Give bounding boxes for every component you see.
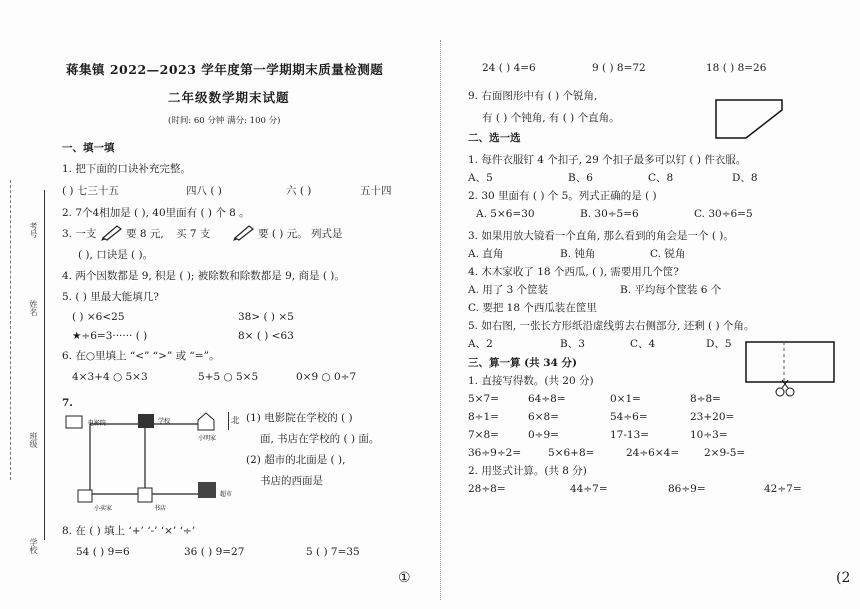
question-9: 9. 右面图形中有 ( ) 个锐角,: [468, 90, 598, 102]
question-2: 2. 7个4相加是 ( ), 40里面有 ( ) 个 8 。: [62, 207, 250, 219]
q5-item: ★÷6=3······ ( ): [72, 330, 148, 342]
choice-option: C. 要把 18 个西瓜装在筐里: [468, 302, 597, 314]
calc-item: 0×1=: [610, 393, 641, 405]
school-label: 学校: [29, 538, 38, 554]
name-label: 姓名: [29, 300, 38, 316]
question-6: 6. 在○里填上 “<” “>” 或 “=”。: [62, 350, 220, 362]
calc-item: 10÷3=: [690, 429, 728, 441]
exam-title: 蒋集镇 2022—2023 学年度第一学期期末质量检测题: [66, 62, 384, 77]
section-3-heading: 三、算一算 (共 34 分): [468, 357, 578, 369]
vertical-calc-item: 42÷7=: [764, 483, 802, 495]
vertical-calc-title: 2. 用竖式计算。(共 8 分): [468, 465, 587, 477]
choice-option: B. 钝角: [560, 248, 596, 260]
q1-item: 四八 ( ): [186, 185, 222, 197]
calc-item: 5×7=: [468, 393, 499, 405]
page-number-right: (2: [836, 570, 851, 586]
q5-item: 38> ( ) ×5: [238, 311, 294, 323]
q8-item: 18 ( ) 8=26: [706, 62, 767, 74]
q6-item: 0×9 ○ 0÷7: [296, 371, 357, 383]
q8-item: 5 ( ) 7=35: [306, 546, 360, 558]
question-1: 1. 把下面的口诀补充完整。: [62, 163, 191, 175]
exam-info: (时间: 60 分钟 满分: 100 分): [168, 116, 281, 126]
vertical-calc-item: 28÷8=: [468, 483, 506, 495]
north-label: 北: [231, 416, 240, 426]
choice-option: D、8: [732, 172, 758, 184]
shop-building-icon: [78, 490, 92, 502]
choice-option: A、5: [468, 172, 493, 184]
choice-option: A. 5×6=30: [476, 208, 535, 220]
section-2-heading: 二、选一选: [468, 132, 521, 144]
calc-item: 23+20=: [690, 411, 735, 423]
calc-item: 17-13=: [610, 429, 650, 441]
pen-icon: [100, 223, 124, 241]
q5-item: 8× ( ) <63: [238, 330, 294, 342]
town-map: [60, 410, 250, 520]
calc-item: 0÷9=: [528, 429, 559, 441]
calc-item: 54÷6=: [610, 411, 648, 423]
scissors-icon: [776, 388, 784, 396]
q7-text: (2) 超市的北面是 ( ),: [246, 454, 346, 466]
calc-item: 36÷9÷2=: [468, 447, 522, 459]
binding-line: [44, 190, 45, 540]
question-3-part: 要 8 元,: [126, 228, 164, 240]
calc-item: 7×8=: [468, 429, 499, 441]
house-icon: [198, 413, 214, 430]
q8-item: 36 ( ) 9=27: [184, 546, 245, 558]
choice-option: A、2: [468, 338, 493, 350]
fold-line: [10, 180, 11, 480]
question-3-line2: ( ), 口诀是 ( )。: [78, 249, 154, 261]
map-label: 学校: [158, 418, 171, 425]
question-3-part: 买 7 支: [176, 228, 211, 240]
choice-option: B、6: [568, 172, 593, 184]
choice-1: 1. 每件衣服钉 4 个扣子, 29 个扣子最多可以钉 ( ) 件衣服。: [468, 154, 747, 166]
question-4: 4. 两个因数都是 9, 积是 ( ); 被除数和除数都是 9, 商是 ( )。: [62, 270, 345, 282]
calc-title: 1. 直接写得数。(共 20 分): [468, 375, 594, 387]
question-3-part: 3. 一支: [62, 228, 97, 240]
choice-option: C、4: [630, 338, 656, 350]
choice-option: C. 30÷6=5: [694, 208, 753, 220]
bookstore-building-icon: [138, 488, 152, 502]
class-label: 班级: [29, 432, 38, 448]
question-5: 5. ( ) 里最大能填几?: [62, 291, 159, 303]
calc-item: 8÷8=: [690, 393, 721, 405]
trapezoid-figure: [708, 96, 788, 142]
page-divider: [440, 40, 441, 600]
school-building-icon: [138, 414, 154, 428]
pen-icon: [232, 223, 256, 241]
q1-item: 六 ( ): [286, 185, 312, 197]
q8-item: 54 ( ) 9=6: [76, 546, 130, 558]
q6-item: 4×3+4 ○ 5×3: [72, 371, 148, 383]
choice-4: 4. 木木家收了 18 个西瓜, ( ), 需要用几个筐?: [468, 266, 679, 278]
question-3-part: 要 ( ) 元。 列式是: [258, 228, 343, 240]
question-7: 7.: [62, 397, 73, 409]
calc-item: 5×6+8=: [548, 447, 595, 459]
choice-option: C、8: [648, 172, 674, 184]
q7-text: 面, 书店在学校的 ( ) 面。: [260, 433, 380, 445]
calc-item: 8÷1=: [468, 411, 499, 423]
calc-item: 24÷6×4=: [626, 447, 680, 459]
q1-item: ( ) 七三十五: [62, 185, 119, 197]
calc-item: 64÷8=: [528, 393, 566, 405]
choice-option: A. 直角: [468, 248, 504, 260]
choice-3: 3. 如果用放大镜看一个直角, 那么看到的角会是一个 ( )。: [468, 230, 734, 242]
vertical-calc-item: 86÷9=: [668, 483, 706, 495]
exam-subtitle: 二年级数学期末试题: [168, 90, 290, 105]
choice-5: 5. 如右图, 一张长方形纸沿虚线剪去右侧部分, 还剩 ( ) 个角。: [468, 320, 755, 332]
choice-option: D、5: [706, 338, 732, 350]
q8-item: 9 ( ) 8=72: [592, 62, 646, 74]
map-label: 书店: [154, 505, 167, 512]
cinema-building-icon: [66, 416, 82, 428]
choice-option: C. 锐角: [650, 248, 686, 260]
q7-text: 书店的西面是: [260, 475, 323, 487]
map-label: 小明家: [198, 435, 217, 442]
choice-option: B. 30÷5=6: [580, 208, 639, 220]
section-1-heading: 一、填一填: [62, 142, 115, 154]
page-number-left: ①: [398, 570, 411, 586]
q6-item: 5+5 ○ 5×5: [198, 371, 259, 383]
map-label: 小卖家: [94, 505, 113, 512]
kaohao-label: 考号: [29, 222, 38, 238]
cut-rectangle-figure: [744, 340, 840, 406]
choice-option: B. 平均每个筐装 6 个: [620, 284, 722, 296]
choice-2: 2. 30 里面有 ( ) 个 5。列式正确的是 ( ): [468, 190, 657, 202]
q7-text: (1) 电影院在学校的 ( ): [246, 412, 353, 424]
north-arrow-line: [228, 412, 229, 430]
market-building-icon: [198, 482, 216, 498]
q5-item: ( ) ×6<25: [72, 311, 125, 323]
question-8: 8. 在 ( ) 填上 ‘+’ ‘-’ ‘×’ ‘÷’: [62, 525, 196, 537]
vertical-calc-item: 44÷7=: [570, 483, 608, 495]
map-label: 电影院: [88, 420, 107, 427]
choice-option: A. 用了 3 个筐装: [468, 284, 549, 296]
question-9-line2: 有 ( ) 个钝角, 有 ( ) 个直角。: [482, 112, 620, 124]
map-label: 超市: [220, 491, 233, 498]
q1-item: 五十四: [360, 185, 392, 197]
calc-item: 2×9-5=: [704, 447, 746, 459]
choice-option: B、3: [560, 338, 585, 350]
q8-item: 24 ( ) 4=6: [482, 62, 536, 74]
calc-item: 6×8=: [528, 411, 559, 423]
